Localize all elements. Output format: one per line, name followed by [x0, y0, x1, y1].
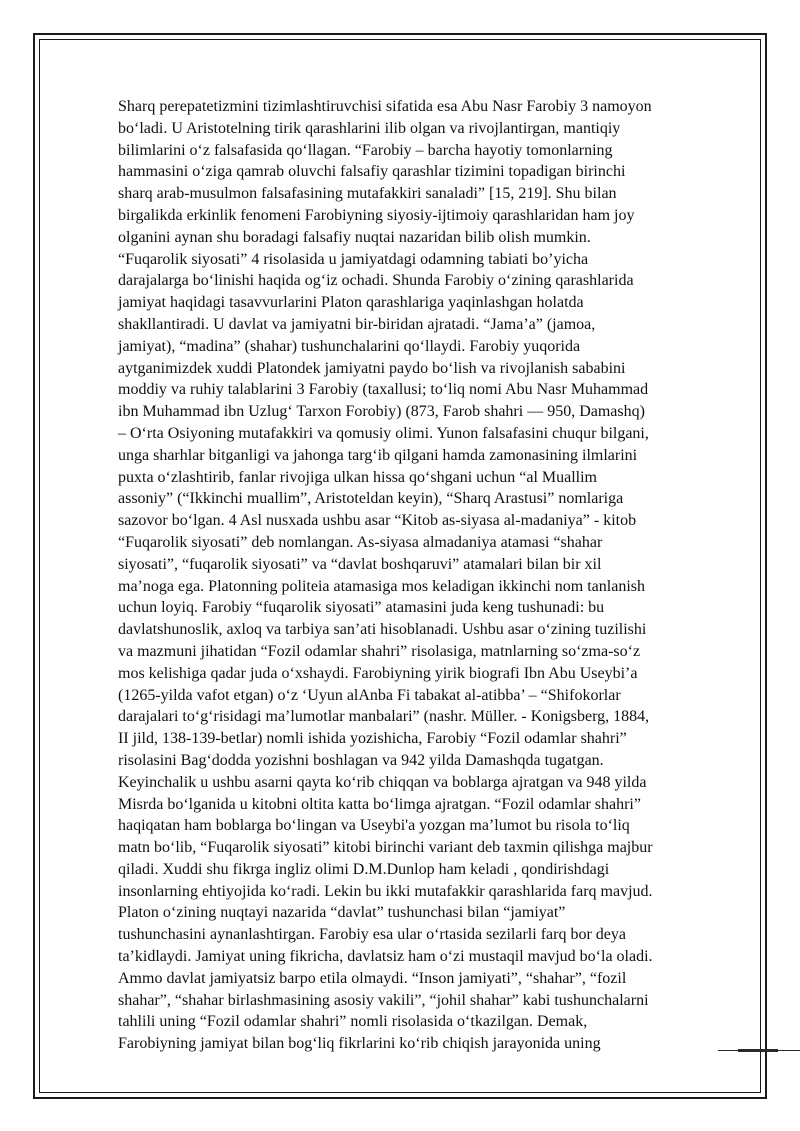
- text-line: darajalarga bo‘linishi haqida og‘iz ochadi. Shunda Farobiy o‘zining qarashlarida: [118, 272, 634, 290]
- text-line: olganini aynan shu boradagi falsafiy nuqtai nazaridan bilib olish mumkin.: [118, 228, 591, 246]
- text-line: “Fuqarolik siyosati” 4 risolasida u jamiyatdagi odamning tabiati bo’yicha: [118, 250, 589, 268]
- text-line: haqiqatan ham boblarga bo‘lingan va Useybi'a yozgan ma’lumot bu risola to‘liq: [118, 817, 630, 835]
- text-line: davlatshunoslik, axloq va tarbiya san’ati hisoblanadi. Ushbu asar o‘zining tuzilishi: [118, 621, 647, 639]
- text-line: Farobiyning jamiyat bilan bog‘liq fikrlarini ko‘rib chiqish jarayonida uning: [118, 1035, 601, 1053]
- text-line: “Fuqarolik siyosati” deb nomlangan. As-siyasa almadaniya atamasi “shahar: [118, 533, 603, 551]
- text-line: puxta o‘zlashtirib, fanlar rivojiga ulkan hissa qo‘shgani uchun “al Muallim: [118, 468, 597, 486]
- text-line: risolasini Bag‘dodda yozishni boshlagan va 942 yilda Damashqda tugatgan.: [118, 751, 604, 769]
- text-line: tahlili uning “Fozil odamlar shahri” nomli risolasida o‘tkazilgan. Demak,: [118, 1013, 588, 1031]
- text-line: uchun loyiq. Farobiy “fuqarolik siyosati” atamasini juda keng tushunadi: bu: [118, 599, 605, 617]
- text-line: jamiyat haqidagi tasavvurlarini Platon qarashlariga yaqinlashgan holatda: [118, 294, 584, 312]
- text-line: assoniy” (“Ikkinchi muallim”, Aristoteldan keyin), “Sharq Arastusi” nomlariga: [118, 490, 624, 508]
- text-line: tushunchasini aynanlashtirgan. Farobiy esa ular o‘rtasida sezilarli farq bor deya: [118, 926, 626, 944]
- text-line: shahar”, “shahar birlashmasining asosiy vakili”, “johil shahar” kabi tushunchalarni: [118, 991, 649, 1009]
- text-line: unga sharhlar bitganligi va jahonga targ‘ib qilgani hamda zamonasining ilmlarini: [118, 446, 638, 464]
- text-line: moddiy va ruhiy talablarini 3 Farobiy (taxallusi; to‘liq nomi Abu Nasr Muhammad: [118, 381, 649, 399]
- footer-rule: [718, 1049, 800, 1052]
- text-line: Platon o‘zining nuqtayi nazarida “davlat” tushunchasi bilan “jamiyat”: [118, 904, 566, 922]
- body-text: [118, 96, 718, 1055]
- text-line: mos kelishiga qadar juda o‘xshaydi. Farobiyning yirik biografi Ibn Abu Useybi’a: [118, 664, 638, 682]
- text-line: birgalikda erkinlik fenomeni Farobiyning siyosiy-ijtimoiy qarashlaridan ham joy: [118, 206, 635, 224]
- text-line: sharq arab-musulmon falsafasining mutafakkiri sanaladi” [15, 219]. Shu bilan: [118, 185, 617, 203]
- text-line: darajalari to‘g‘risidagi ma’lumotlar manbalari” (nashr. Müller. - Konigsberg, 1884,: [118, 708, 650, 726]
- text-line: (1265-yilda vafot etgan) o‘z ‘Uyun alAnba Fi tabakat al-atibba’ – “Shifokorlar: [118, 686, 621, 704]
- text-line: qiladi. Xuddi shu fikrga ingliz olimi D.M.Dunlop ham keladi , qondirishdagi: [118, 860, 610, 878]
- text-line: aytganimizdek xuddi Platondek jamiyatni paydo bo‘lish va rivojlanish sababini: [118, 359, 626, 377]
- text-line: – O‘rta Osiyoning mutafakkiri va qomusiy olimi. Yunon falsafasini chuqur bilgani,: [118, 424, 649, 442]
- text-line: hammasini o‘ziga qamrab oluvchi falsafiy qarashlar tizimini topadigan birinchi: [118, 163, 626, 181]
- text-line: ta’kidlaydi. Jamiyat uning fikricha, davlatsiz ham o‘zi mustaqil mavjud bo‘la oladi.: [118, 948, 653, 966]
- text-line: ma’noga ega. Platonning politeia atamasiga mos keladigan ikkinchi nom tanlanish: [118, 577, 645, 595]
- text-line: va mazmuni jihatidan “Fozil odamlar shahri” risolasiga, matnlarning so‘zma-so‘z: [118, 642, 641, 660]
- text-line: Misrda bo‘lganida u kitobni oltita katta bo‘limga ajratgan. “Fozil odamlar shahri”: [118, 795, 641, 813]
- text-line: II jild, 138-139-betlar) nomli ishida yozishicha, Farobiy “Fozil odamlar shahri”: [118, 730, 627, 748]
- text-line: insonlarning ehtiyojida ko‘radi. Lekin bu ikki mutafakkir qarashlarida farq mavjud.: [118, 882, 653, 900]
- text-line: sazovor bo‘lgan. 4 Asl nusxada ushbu asar “Kitob as-siyasa al-madaniya” - kitob: [118, 512, 637, 530]
- text-line: bilimlarini o‘z falsafasida qo‘llagan. “Farobiy – barcha hayotiy tomonlarning: [118, 141, 613, 159]
- text-line: ibn Muhammad ibn Uzlug‘ Tarxon Forobiy) (873, Farob shahri — 950, Damashq): [118, 403, 645, 421]
- text-line: bo‘ladi. U Aristotelning tirik qarashlarini ilib olgan va rivojlantirgan, mantiqiy: [118, 119, 621, 137]
- text-line: shakllantiradi. U davlat va jamiyatni bir-biridan ajratadi. “Jama’a” (jamoa,: [118, 315, 596, 333]
- text-line: Sharq perepatetizmini tizimlashtiruvchisi sifatida esa Abu Nasr Farobiy 3 namoyon: [118, 98, 652, 115]
- text-line: jamiyat), “madina” (shahar) tushunchalarini qo‘llaydi. Farobiy yuqorida: [118, 337, 581, 355]
- text-line: siyosati”, “fuqarolik siyosati” va “davlat boshqaruvi” atamalari bilan bir xil: [118, 555, 602, 573]
- footer-rule-thick: [738, 1049, 778, 1052]
- text-line: Keyinchalik u ushbu asarni qayta ko‘rib chiqqan va boblarga ajratgan va 948 yilda: [118, 773, 647, 791]
- text-line: Ammo davlat jamiyatsiz barpo etila olmaydi. “Inson jamiyati”, “shahar”, “fozil: [118, 969, 627, 987]
- text-line: matn bo‘lib, “Fuqarolik siyosati” kitobi birinchi variant deb taxmin qilishga majbur: [118, 839, 653, 857]
